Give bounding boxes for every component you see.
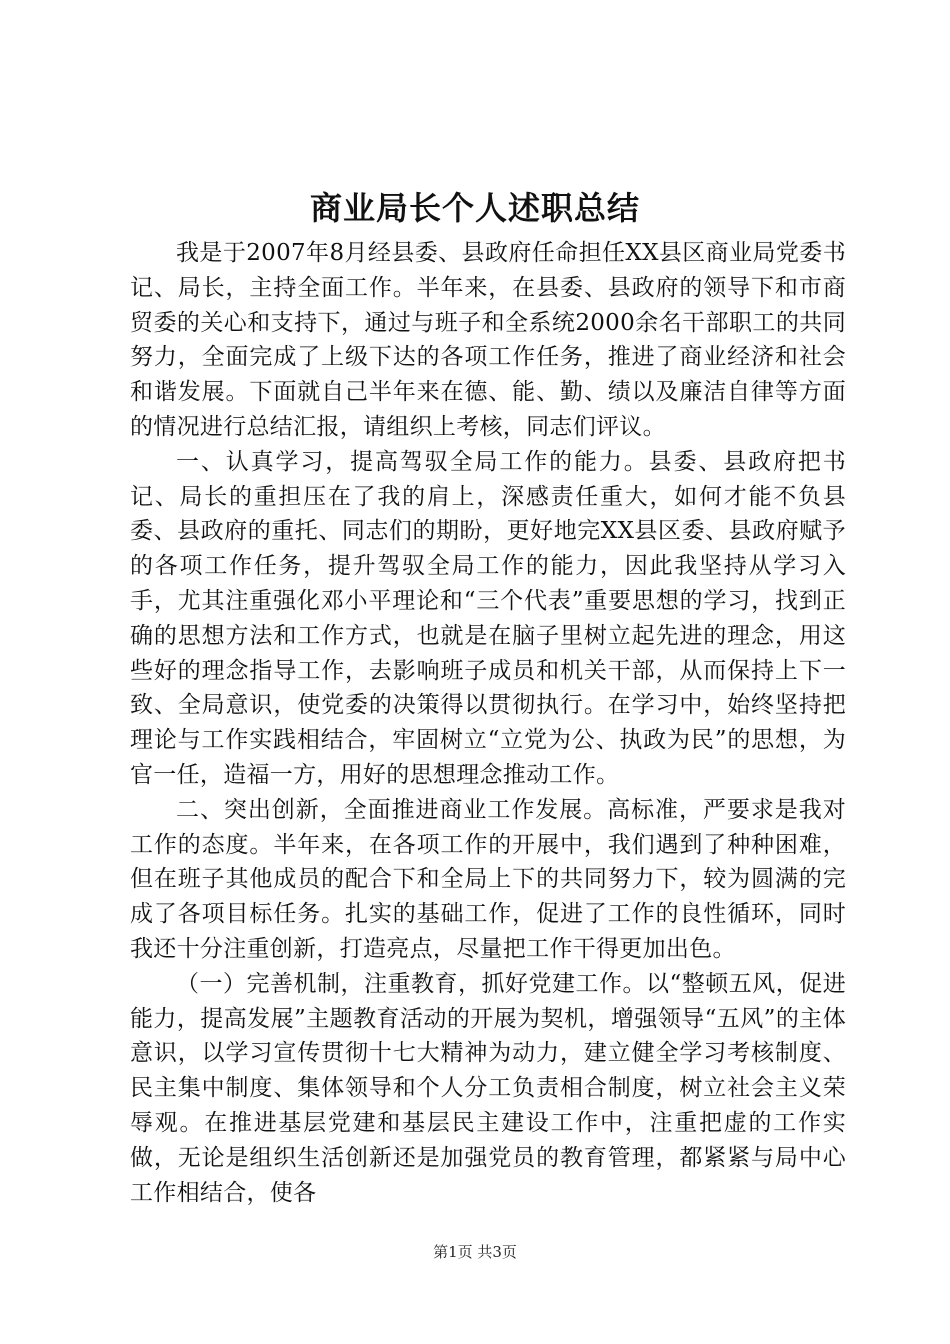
paragraph-intro: 我是于2007年8月经县委、县政府任命担任XX县区商业局党委书记、局长，主持全面工作。半年来，在县委、县政府的领导下和市商贸委的关心和支持下，通过与班子和全系统2000余名干部职工的共同努力，全面完成了上级下达的各项工作任务，推进了商业经济和社会和谐发展。下面就自己半年来在德、能、勤、绩以及廉洁自律等方面的情况进行总结汇报，请组织上考核，同志们评议。	[130, 240, 846, 440]
paragraph-section-two: 二、突出创新，全面推进商业工作发展。高标准，严要求是我对工作的态度。半年来，在各项工作的开展中，我们遇到了种种困难，但在班子其他成员的配合下和全局上下的共同努力下，较为圆满的完成了各项目标任务。扎实的基础工作，促进了工作的良性循环，同时我还十分注重创新，打造亮点，尽量把工作干得更加出色。	[130, 796, 846, 962]
paragraph-section-one: 一、认真学习，提高驾驭全局工作的能力。县委、县政府把书记、局长的重担压在了我的肩上，深感责任重大，如何才能不负县委、县政府的重托、同志们的期盼，更好地完XX县区委、县政府赋予的各项工作任务，提升驾驭全局工作的能力，因此我坚持从学习入手，尤其注重强化邓小平理论和“三个代表”重要思想的学习，找到正确的思想方法和工作方式，也就是在脑子里树立起先进的理念，用这些好的理念指导工作，去影响班子成员和机关干部，从而保持上下一致、全局意识，使党委的决策得以贯彻执行。在学习中，始终坚持把理论与工作实践相结合，牢固树立“立党为公、执政为民”的思想，为官一任，造福一方，用好的思想理念推动工作。	[130, 448, 846, 788]
paragraph-subsection-one: （一）完善机制，注重教育，抓好党建工作。以“整顿五风，促进能力，提高发展”主题教育活动的开展为契机，增强领导“五风”的主体意识，以学习宣传贯彻十七大精神为动力，建立健全学习考核制度、民主集中制度、集体领导和个人分工负责相合制度，树立社会主义荣辱观。在推进基层党建和基层民主建设工作中，注重把虚的工作实做，无论是组织生活创新还是加强党员的教育管理，都紧紧与局中心工作相结合，使各	[130, 970, 846, 1206]
document-body	[130, 236, 846, 1210]
document-title: 商业局长个人述职总结	[309, 189, 640, 227]
page-footer: 第1页 共3页	[433, 1243, 517, 1261]
